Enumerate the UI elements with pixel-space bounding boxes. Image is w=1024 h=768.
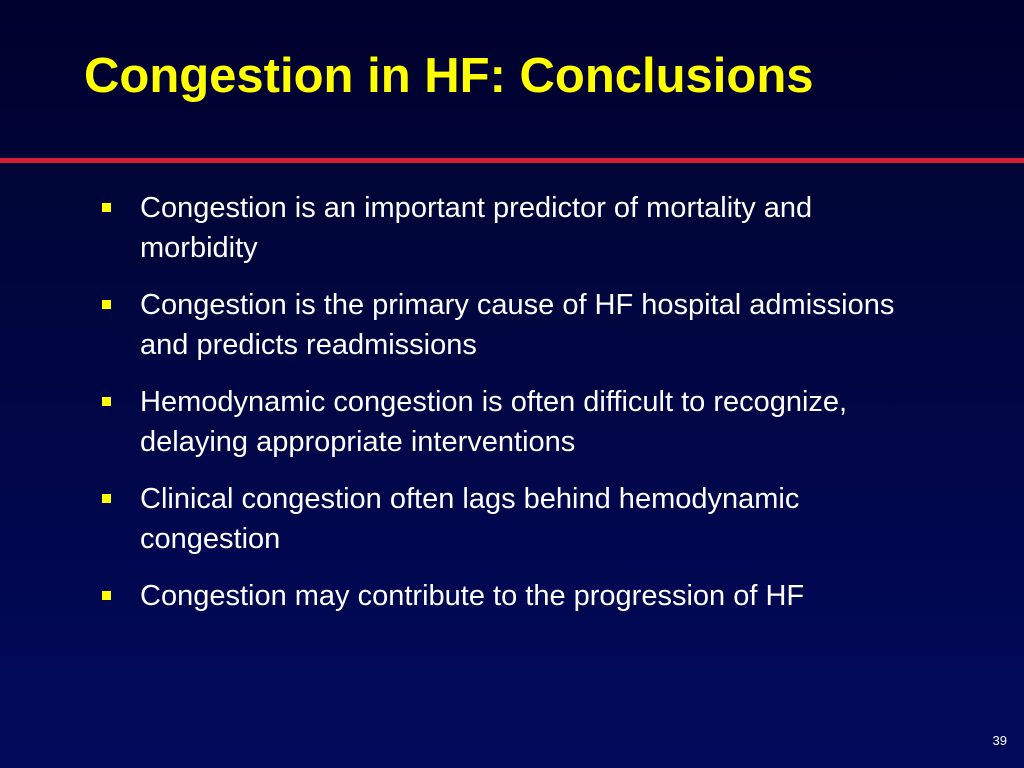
bullet-list — [102, 188, 922, 633]
bullet-item — [102, 188, 922, 268]
title-divider — [0, 158, 1024, 163]
square-bullet-icon — [102, 203, 111, 212]
bullet-text: Congestion is the primary cause of HF hospital admissions and predicts readmissions — [140, 289, 895, 361]
slide-title: Congestion in HF: Conclusions — [84, 49, 814, 103]
page-number: 39 — [992, 733, 1007, 748]
bullet-text: Clinical congestion often lags behind hemodynamic congestion — [140, 483, 800, 555]
bullet-item — [102, 479, 922, 559]
bullet-text: Congestion may contribute to the progression of HF — [140, 580, 805, 612]
square-bullet-icon — [102, 300, 111, 309]
square-bullet-icon — [102, 494, 111, 503]
square-bullet-icon — [102, 591, 111, 600]
bullet-item — [102, 382, 922, 462]
bullet-item — [102, 285, 922, 365]
square-bullet-icon — [102, 397, 111, 406]
bullet-text: Congestion is an important predictor of mortality and morbidity — [140, 192, 813, 264]
bullet-item — [102, 576, 922, 616]
bullet-text: Hemodynamic congestion is often difficult to recognize, delaying appropriate interventions — [140, 386, 848, 458]
